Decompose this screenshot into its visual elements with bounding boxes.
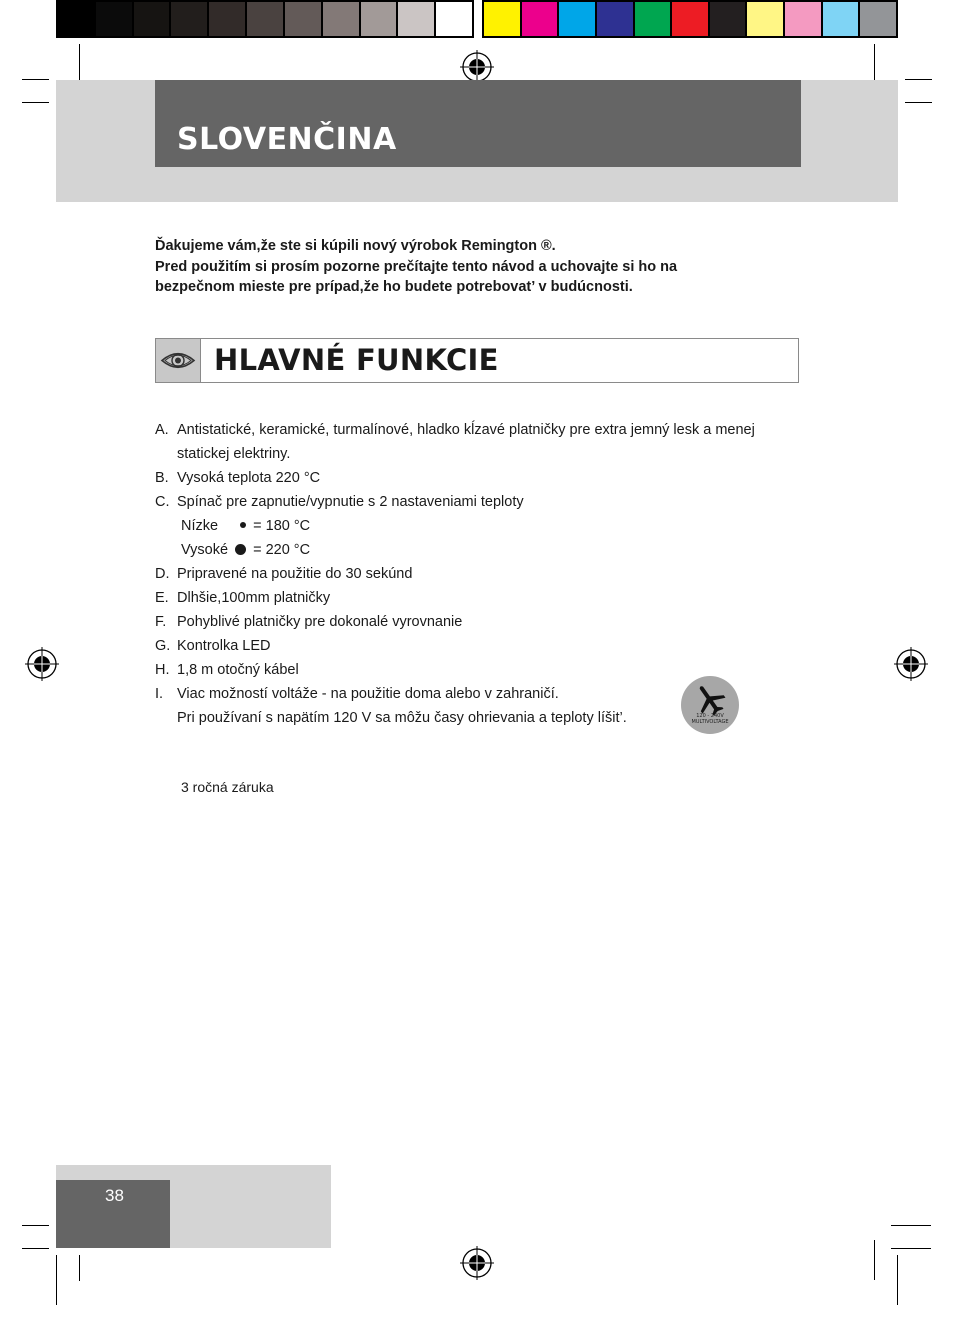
color-swatch (785, 2, 821, 36)
color-swatch (484, 2, 520, 36)
color-swatch (597, 2, 633, 36)
feature-text: Pripravené na použitie do 30 sekúnd (177, 566, 413, 582)
badge-label: MULTIVOLTAGE (691, 719, 729, 725)
feature-text: Vysoká teplota 220 °C (177, 470, 321, 486)
color-bar-left (56, 0, 474, 38)
large-dot-icon (235, 544, 246, 555)
color-swatch (823, 2, 859, 36)
temp-high-value: = 220 °C (253, 542, 311, 558)
feature-letter: F. (155, 614, 167, 630)
temp-low-value: = 180 °C (253, 518, 311, 534)
crop-mark (22, 79, 49, 80)
feature-text: Pri používaní s napätím 120 V sa môžu časy ohrievania a teploty líšit’. (177, 710, 627, 726)
crop-mark (22, 1225, 49, 1226)
feature-text: Dlhšie,100mm platničky (177, 590, 331, 606)
badge-voltage: 120 - 240V (696, 713, 724, 719)
color-swatch (361, 2, 397, 36)
intro-line: bezpečnom mieste pre prípad,že ho budete potrebovat’ v budúcnosti. (155, 279, 633, 295)
section-heading (155, 338, 799, 383)
crop-mark (22, 1248, 49, 1249)
registration-mark-icon (460, 1246, 494, 1280)
eye-icon-cell (156, 339, 201, 382)
feature-letter: D. (155, 566, 170, 582)
page-title: SLOVENČINA (177, 122, 397, 157)
feature-text: Antistatické, keramické, turmalínové, hladko kĺzavé platničky pre extra jemný lesk a menej statickej elektriny. (177, 422, 755, 462)
color-swatch (171, 2, 207, 36)
eye-icon (156, 339, 200, 382)
crop-mark (891, 1248, 931, 1249)
feature-letter: H. (155, 662, 170, 678)
color-swatch (209, 2, 245, 36)
color-swatch (323, 2, 359, 36)
feature-letter: C. (155, 494, 170, 510)
registration-mark-icon (460, 50, 494, 84)
crop-mark (905, 79, 932, 80)
feature-text: Kontrolka LED (177, 638, 271, 654)
color-swatch (96, 2, 132, 36)
color-swatch (747, 2, 783, 36)
color-swatch (635, 2, 671, 36)
color-swatch (672, 2, 708, 36)
feature-letter: I. (155, 686, 164, 702)
temp-low-row (181, 514, 310, 538)
feature-text: Spínač pre zapnutie/vypnutie s 2 nastaveniami teploty (177, 494, 524, 510)
temp-low-label: Nízke (181, 518, 219, 534)
color-swatch (58, 2, 94, 36)
feature-text: 1,8 m otočný kábel (177, 662, 299, 678)
crop-mark (891, 1225, 931, 1226)
color-swatch (436, 2, 472, 36)
intro-line: Pred použitím si prosím pozorne prečítajte tento návod a uchovajte si ho na (155, 258, 678, 275)
color-swatch (247, 2, 283, 36)
feature-letter: E. (155, 590, 169, 606)
crop-mark (905, 102, 932, 103)
temp-high-label: Vysoké (181, 542, 229, 558)
color-swatch (860, 2, 896, 36)
feature-text: Viac možností voltáže - na použitie doma alebo v zahraničí. (177, 686, 559, 702)
crop-mark (874, 1240, 875, 1280)
page-number: 38 (105, 1186, 124, 1205)
warranty-text: 3 ročná záruka (181, 779, 274, 795)
crop-mark (79, 1255, 80, 1281)
color-swatch (285, 2, 321, 36)
temp-high-row (181, 538, 310, 562)
color-swatch (559, 2, 595, 36)
small-dot-icon (240, 522, 246, 528)
intro-line: Ďakujeme vám,že ste si kúpili nový výrobok Remington ®. (155, 238, 556, 254)
crop-mark (897, 1255, 898, 1305)
feature-text: Pohyblivé platničky pre dokonalé vyrovnanie (177, 614, 463, 630)
color-bar-right (482, 0, 898, 38)
feature-letter: A. (155, 422, 169, 438)
color-swatch (522, 2, 558, 36)
color-swatch (710, 2, 746, 36)
registration-mark-icon (894, 647, 928, 681)
crop-mark (56, 1255, 57, 1305)
feature-letter: G. (155, 638, 171, 654)
multivoltage-badge (681, 676, 739, 734)
color-swatch (134, 2, 170, 36)
intro-text (155, 236, 795, 298)
color-swatch (398, 2, 434, 36)
section-title: HLAVNÉ FUNKCIE (214, 343, 499, 377)
registration-mark-icon (25, 647, 59, 681)
airplane-icon (681, 676, 739, 734)
crop-mark (22, 102, 49, 103)
feature-letter: B. (155, 470, 169, 486)
